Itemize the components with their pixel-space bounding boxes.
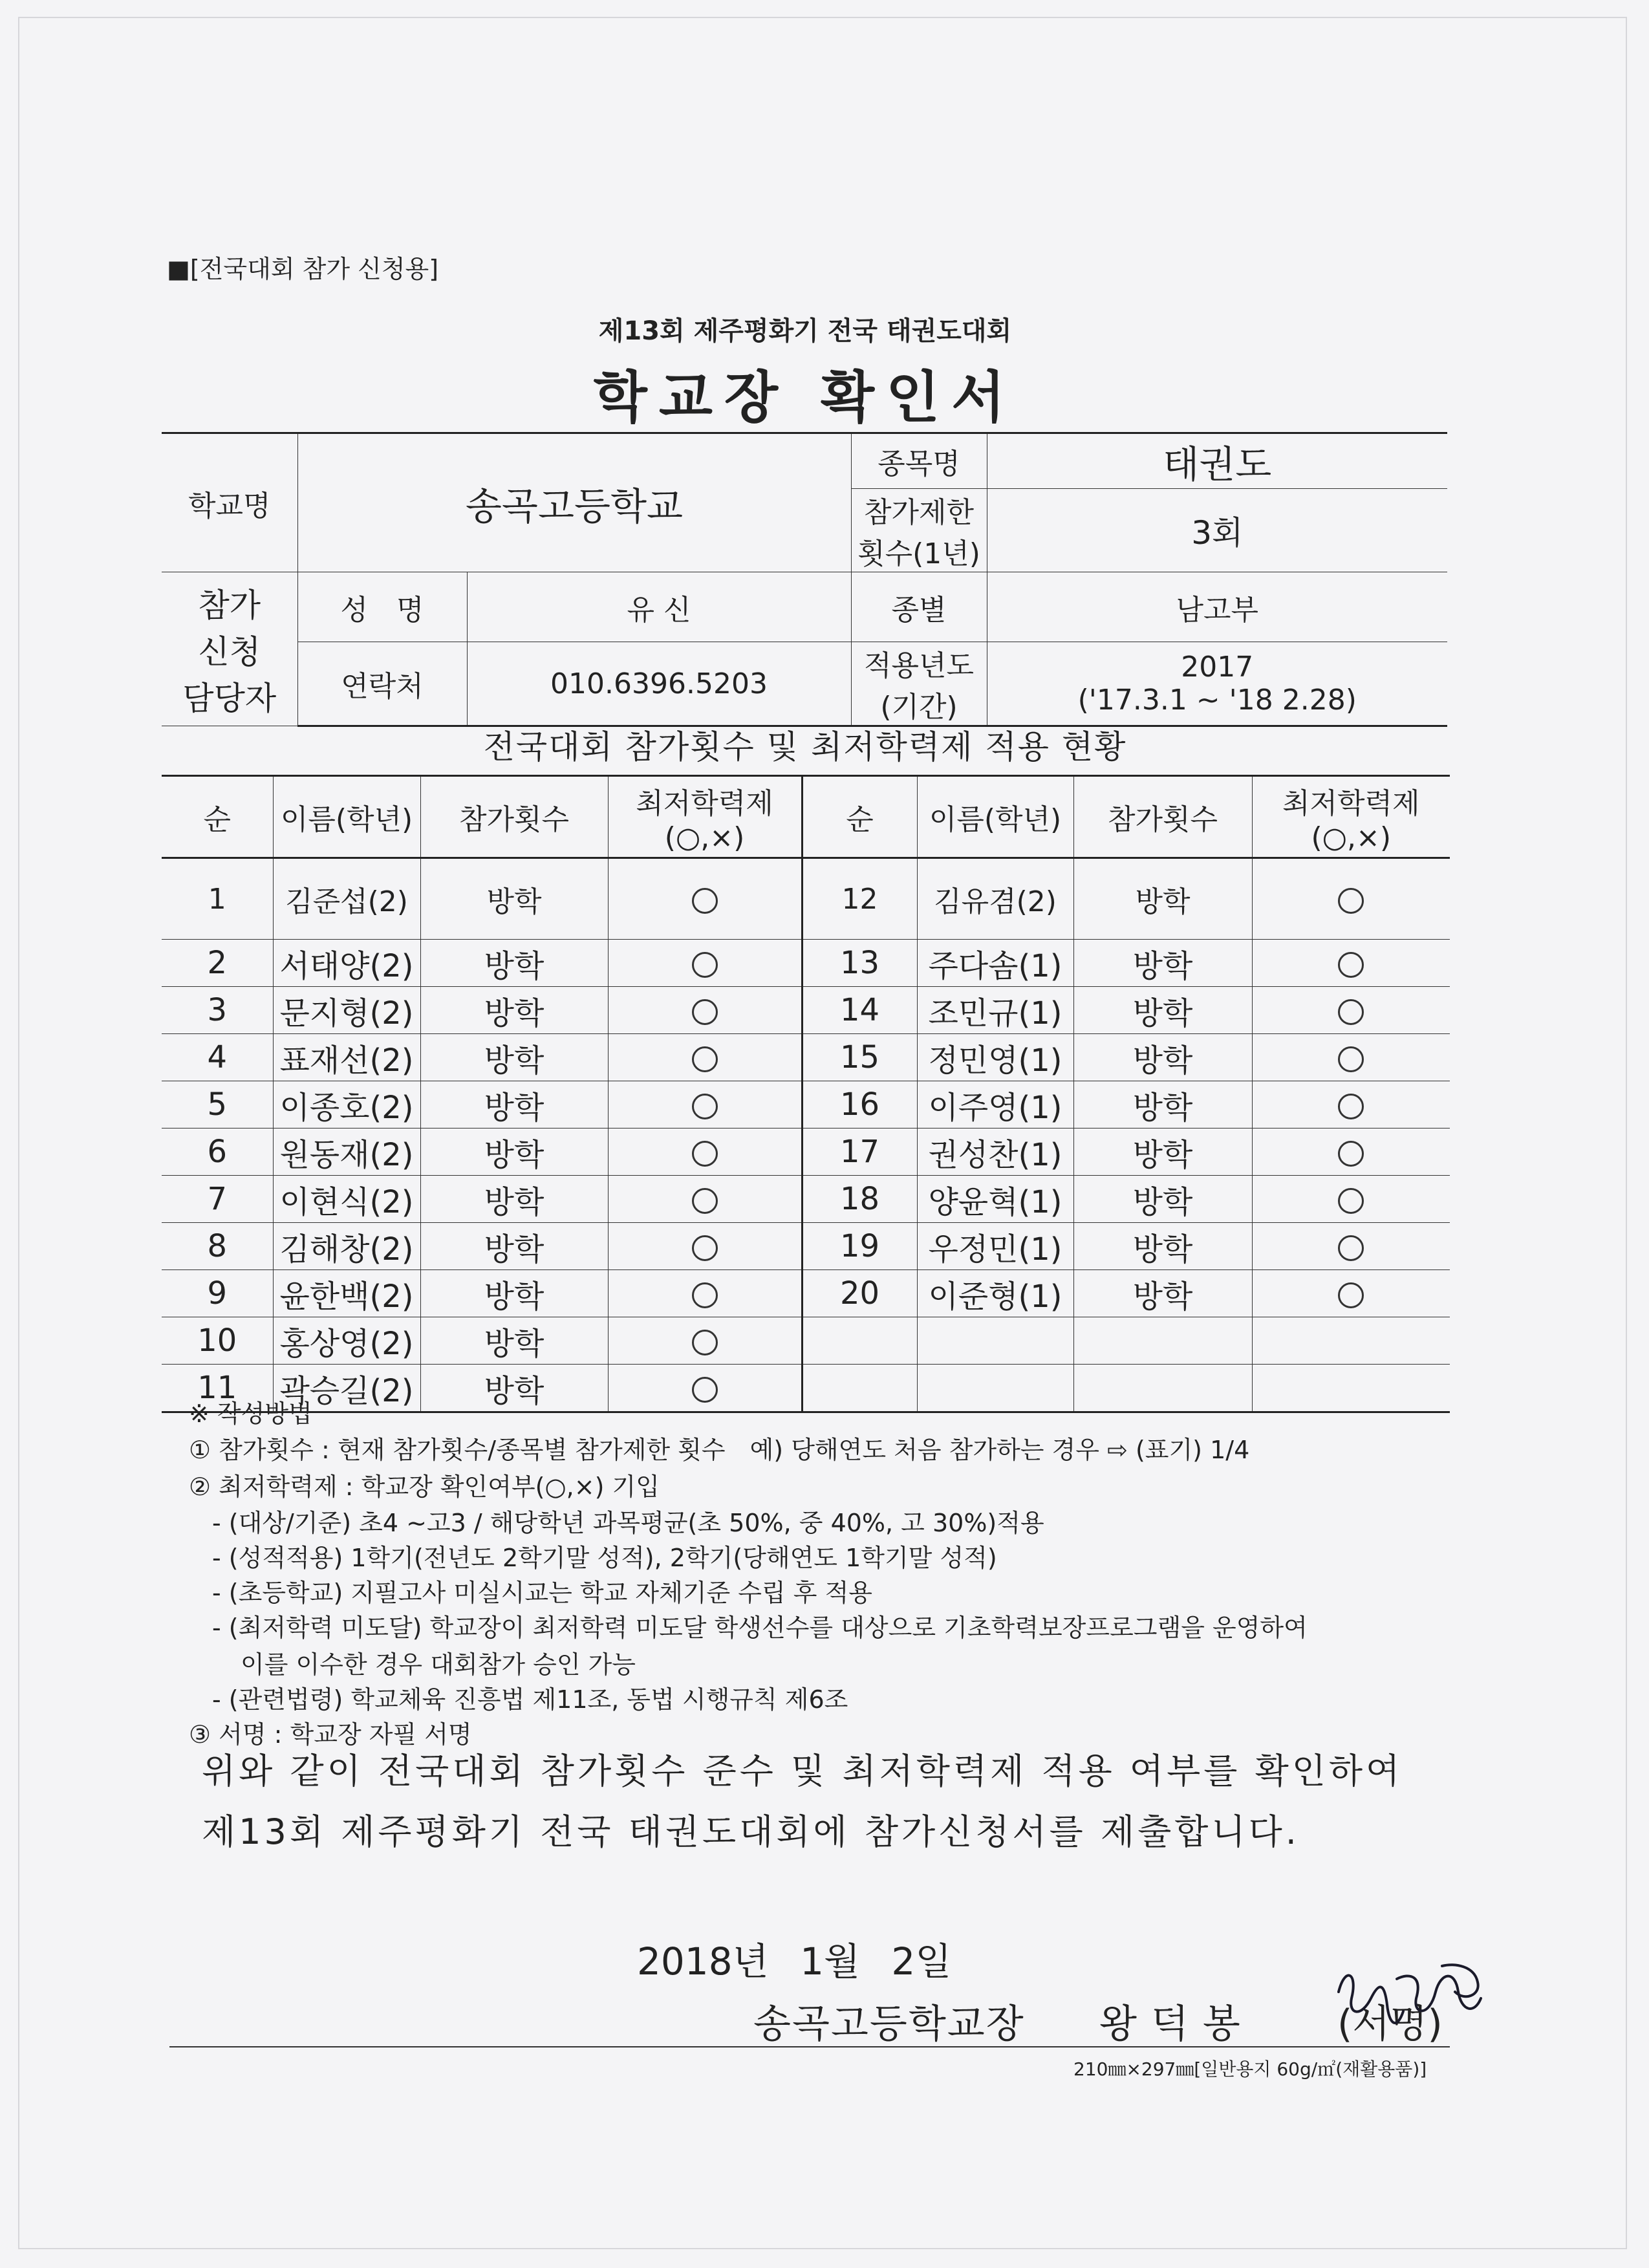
form-tag: ■[전국대회 참가 신청용] [167,255,439,283]
status-min-cell [608,940,802,987]
instruction-line2: ② 최저학력제 : 학교장 확인여부(○,×) 기입 [189,1473,660,1501]
status-min-cell [608,1365,802,1412]
status-name-cell: 이주영(1) [917,1081,1073,1129]
table-row [162,1317,1450,1365]
status-min-cell [608,858,802,940]
declaration-school: 송곡고등학교장 [753,2002,1025,2047]
table-row [162,1129,1450,1176]
status-name-cell: 김유겸(2) [917,858,1073,940]
contact-label-line1: 참가 [198,586,261,624]
header-min-line1: 최저학력제 [1282,786,1420,820]
category-value: 남고부 [987,572,1447,642]
status-no-cell: 10 [162,1317,273,1365]
table-row [162,1034,1450,1081]
status-min-cell [1252,1081,1450,1129]
status-count-cell: 방학 [420,1129,608,1176]
status-count-cell: 방학 [1073,940,1252,987]
status-count-cell: 방학 [420,1365,608,1412]
status-name-cell: 이현식(2) [273,1176,420,1223]
instruction-line4: - (성적적용) 1학기(전년도 2학기말 성적), 2학기(당해연도 1학기말 성적) [212,1544,997,1572]
contact-label-line3: 담당자 [182,679,277,717]
status-no-cell: 15 [802,1034,917,1081]
status-header-row [162,776,1450,858]
header-min [1252,776,1450,858]
status-count-cell: 방학 [1073,1034,1252,1081]
sport-label: 종목명 [851,433,987,489]
table-row [162,940,1450,987]
status-count-cell: 방학 [1073,1223,1252,1270]
status-count-cell: 방학 [1073,1270,1252,1317]
status-count-cell [1073,1365,1252,1412]
status-no-cell: 19 [802,1223,917,1270]
status-name-cell: 김준섭(2) [273,858,420,940]
circle-mark-icon [1338,952,1364,978]
info-table [162,432,1447,727]
status-min-cell [608,987,802,1034]
status-min-cell [608,1129,802,1176]
signature-label: (서명) [1337,2002,1443,2047]
status-name-cell [917,1317,1073,1365]
year-label-line1: 적용년도 [863,649,974,682]
table-row [162,1081,1450,1129]
status-min-cell [1252,940,1450,987]
status-title: 전국대회 참가횟수 및 최저학력제 적용 현황 [483,728,1127,766]
status-count-cell: 방학 [420,1034,608,1081]
circle-mark-icon [692,999,718,1025]
status-min-cell [608,1317,802,1365]
status-name-cell: 권성찬(1) [917,1129,1073,1176]
header-no: 순 [162,776,273,858]
handwritten-signature [1326,1953,1494,2050]
status-name-cell: 이종호(2) [273,1081,420,1129]
status-min-cell [608,1223,802,1270]
status-no-cell: 14 [802,987,917,1034]
status-table [162,775,1450,1413]
status-no-cell: 3 [162,987,273,1034]
status-name-cell: 조민규(1) [917,987,1073,1034]
paper-spec: 210㎜×297㎜[일반용지 60g/㎡(재활용품)] [1073,2058,1427,2080]
header-name: 이름(학년) [273,776,420,858]
status-min-cell [608,1081,802,1129]
table-row [162,1270,1450,1317]
header-no: 순 [802,776,917,858]
status-min-cell [608,1176,802,1223]
header-min-line1: 최저학력제 [636,786,773,820]
status-name-cell: 홍상영(2) [273,1317,420,1365]
status-name-cell: 우정민(1) [917,1223,1073,1270]
status-no-cell [802,1365,917,1412]
status-no-cell: 9 [162,1270,273,1317]
status-no-cell [802,1317,917,1365]
status-no-cell: 20 [802,1270,917,1317]
limit-label-line1: 참가제한 [863,496,974,529]
status-name-cell: 김해창(2) [273,1223,420,1270]
name-label: 성 명 [297,572,467,642]
status-no-cell: 6 [162,1129,273,1176]
circle-mark-icon [692,1330,718,1355]
phone-label: 연락처 [297,642,467,726]
status-count-cell: 방학 [1073,987,1252,1034]
limit-label-line2: 횟수(1년) [857,537,980,570]
circle-mark-icon [1338,1141,1364,1167]
circle-mark-icon [1338,1188,1364,1214]
table-row [162,1365,1450,1412]
circle-mark-icon [692,1188,718,1214]
declaration-text: 위와 같이 전국대회 참가횟수 준수 및 최저학력제 적용 여부를 확인하여 제13회 제주평화기 전국 태권도대회에 참가신청서를 제출합니다. [202,1751,1403,1852]
circle-mark-icon [1338,999,1364,1025]
instructions-heading: ※ 작성방법 [189,1399,312,1428]
circle-mark-icon [692,1377,718,1403]
status-count-cell: 방학 [1073,858,1252,940]
circle-mark-icon [692,1046,718,1072]
header-count: 참가횟수 [1073,776,1252,858]
circle-mark-icon [1338,1282,1364,1308]
status-count-cell: 방학 [1073,1129,1252,1176]
header-count: 참가횟수 [420,776,608,858]
year-value [987,642,1447,726]
status-name-cell: 양윤혁(1) [917,1176,1073,1223]
status-min-cell [1252,1129,1450,1176]
header-min-line2: (○,×) [664,821,745,854]
circle-mark-icon [692,1282,718,1308]
circle-mark-icon [692,1235,718,1261]
status-count-cell: 방학 [420,1081,608,1129]
year-value-line2: ('17.3.1 ~ '18 2.28) [1077,684,1357,717]
year-label-line2: (기간) [880,691,958,724]
circle-mark-icon [692,1141,718,1167]
table-row [162,858,1450,940]
instruction-line7: 이를 이수한 경우 대회참가 승인 가능 [241,1650,636,1679]
circle-mark-icon [692,888,718,914]
status-min-cell [1252,1317,1450,1365]
status-no-cell: 18 [802,1176,917,1223]
principal-name: 왕덕봉 [1099,2002,1255,2047]
table-row [162,987,1450,1034]
status-no-cell: 12 [802,858,917,940]
status-count-cell: 방학 [420,940,608,987]
instruction-line5: - (초등학교) 지필고사 미실시교는 학교 자체기준 수립 후 적용 [212,1579,872,1607]
status-name-cell: 주다솜(1) [917,940,1073,987]
status-min-cell [1252,987,1450,1034]
contact-label-line2: 신청 [198,632,261,671]
sport-value: 태권도 [987,433,1447,489]
header-min-line2: (○,×) [1311,821,1392,854]
document-title: 학교장 확인서 [593,365,1017,430]
circle-mark-icon [1338,1046,1364,1072]
status-no-cell: 8 [162,1223,273,1270]
status-count-cell: 방학 [420,1270,608,1317]
status-name-cell: 이준형(1) [917,1270,1073,1317]
status-no-cell: 2 [162,940,273,987]
status-min-cell [1252,1270,1450,1317]
table-row [162,1223,1450,1270]
status-name-cell: 원동재(2) [273,1129,420,1176]
status-min-cell [1252,858,1450,940]
year-value-line1: 2017 [1181,651,1254,684]
status-no-cell: 5 [162,1081,273,1129]
status-min-cell [1252,1365,1450,1412]
contact-label [162,572,297,726]
status-name-cell: 문지형(2) [273,987,420,1034]
year-label [851,642,987,726]
status-count-cell [1073,1317,1252,1365]
status-no-cell: 11 [162,1365,273,1412]
status-min-cell [1252,1176,1450,1223]
status-min-cell [1252,1223,1450,1270]
instruction-line3: - (대상/기준) 초4 ~고3 / 해당학년 과목평균(초 50%, 중 40%, 고 30%)적용 [212,1509,1044,1537]
status-min-cell [608,1270,802,1317]
name-value: 유 신 [467,572,851,642]
status-name-cell: 서태양(2) [273,940,420,987]
status-name-cell: 정민영(1) [917,1034,1073,1081]
circle-mark-icon [692,952,718,978]
status-no-cell: 1 [162,858,273,940]
circle-mark-icon [1338,1094,1364,1119]
circle-mark-icon [1338,1235,1364,1261]
category-label: 종별 [851,572,987,642]
status-no-cell: 4 [162,1034,273,1081]
declaration-date: 2018년 1월 2일 [637,1939,952,1983]
instruction-line9: ③ 서명 : 학교장 자필 서명 [189,1720,472,1749]
status-count-cell: 방학 [420,1223,608,1270]
status-name-cell: 곽승길(2) [273,1365,420,1412]
limit-label [851,489,987,572]
status-count-cell: 방학 [420,987,608,1034]
status-count-cell: 방학 [1073,1081,1252,1129]
status-min-cell [1252,1034,1450,1081]
status-no-cell: 13 [802,940,917,987]
status-no-cell: 7 [162,1176,273,1223]
school-name: 송곡고등학교 [297,433,851,572]
event-title: 제13회 제주평화기 전국 태권도대회 [598,316,1012,346]
circle-mark-icon [692,1094,718,1119]
school-label: 학교명 [162,433,297,572]
status-no-cell: 16 [802,1081,917,1129]
bottom-divider [169,2046,1450,2047]
status-name-cell [917,1365,1073,1412]
status-name-cell: 표재선(2) [273,1034,420,1081]
limit-value: 3회 [987,489,1447,572]
header-min [608,776,802,858]
instruction-line1: ① 참가횟수 : 현재 참가횟수/종목별 참가제한 횟수 예) 당해연도 처음 참가하는 경우 ⇨ (표기) 1/4 [189,1436,1250,1464]
status-min-cell [608,1034,802,1081]
phone-value: 010.6396.5203 [467,642,851,726]
status-count-cell: 방학 [420,858,608,940]
status-name-cell: 윤한백(2) [273,1270,420,1317]
status-count-cell: 방학 [420,1176,608,1223]
status-count-cell: 방학 [1073,1176,1252,1223]
instruction-line8: - (관련법령) 학교체육 진흥법 제11조, 동법 시행규칙 제6조 [212,1685,848,1714]
status-count-cell: 방학 [420,1317,608,1365]
instruction-line6: - (최저학력 미도달) 학교장이 최저학력 미도달 학생선수를 대상으로 기초학력보장프로그램을 운영하여 [212,1614,1308,1642]
circle-mark-icon [1338,888,1364,914]
header-name: 이름(학년) [917,776,1073,858]
table-row [162,1176,1450,1223]
status-no-cell: 17 [802,1129,917,1176]
